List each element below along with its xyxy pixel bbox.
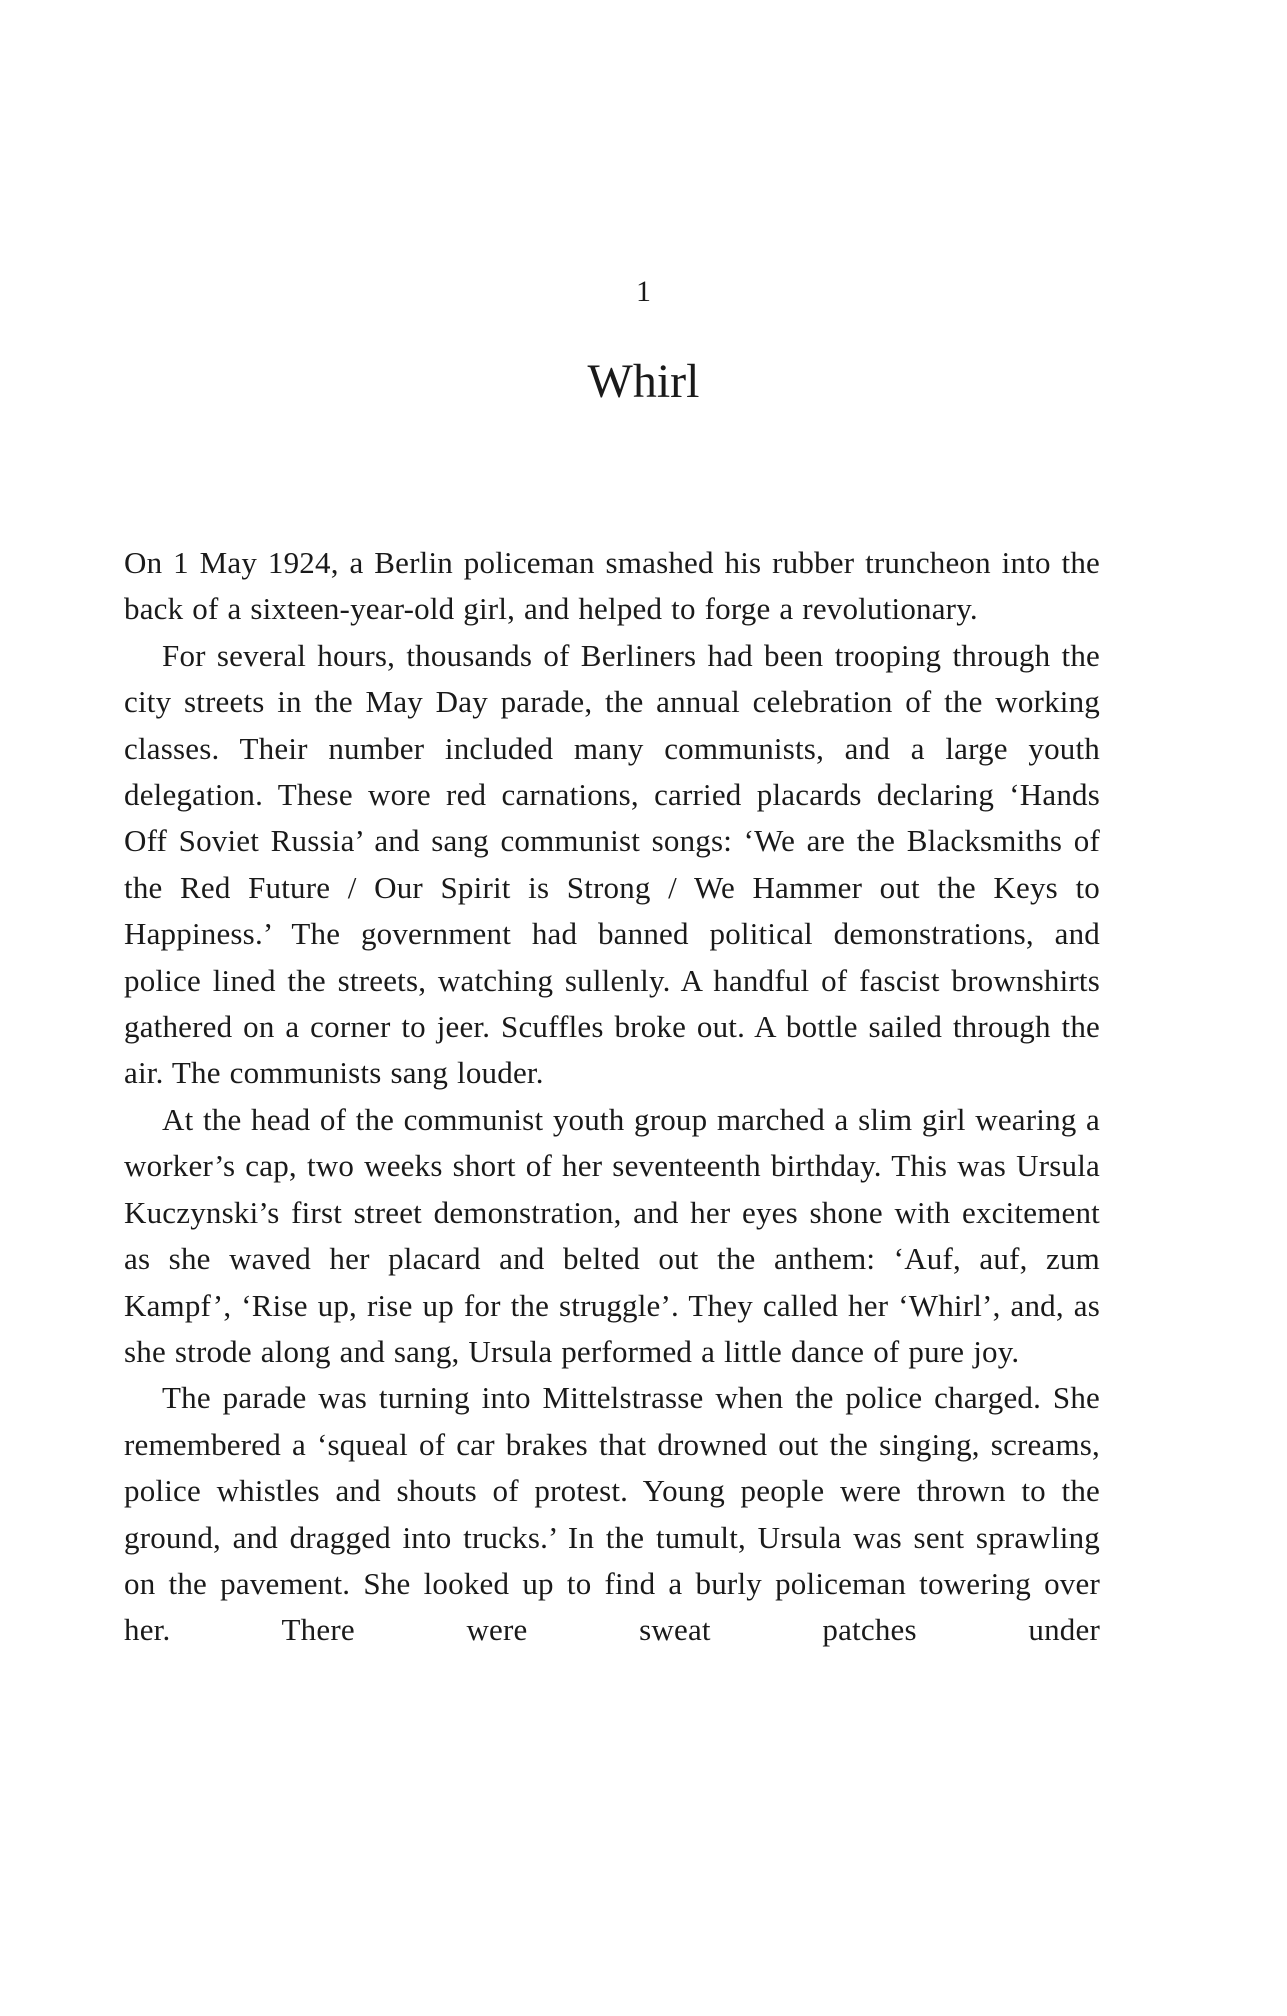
chapter-title: Whirl xyxy=(587,355,700,408)
paragraph-3: At the head of the communist youth group marched a slim girl wearing a worker’s cap, two weeks short of her seventeenth birthday. This was Ursula Kuczynski’s first street demonstration, and her eyes shone with excitement as she waved her placard and belted out the anthem: ‘Auf, auf, zum Kampf’, ‘Rise up, rise up for the struggle’. They called her ‘Whirl’, and, as she strode along and sang, Ursula performed a little dance of pure joy. xyxy=(124,1101,1100,1369)
paragraph-2: For several hours, thousands of Berliners had been trooping through the city streets in the May Day parade, the annual celebration of the working classes. Their number included many communists, and a large youth delegation. These wore red carnations, carried placards declaring ‘Hands Off Soviet Russia’ and sang communist songs: ‘We are the Blacksmiths of the Red Future / Our Spirit is Strong / We Hammer out the Keys to Happiness.’ The government had banned political demonstrations, and police lined the streets, watching sullenly. A handful of fascist brownshirts gathered on a corner to jeer. Scuffles broke out. A bottle sailed through the air. The communists sang louder. xyxy=(124,637,1100,1091)
paragraph-1: On 1 May 1924, a Berlin policeman smashed his rubber truncheon into the back of a sixteen-year-old girl, and helped to forge a revolutionary. xyxy=(124,545,1100,627)
paragraph-4: The parade was turning into Mittelstrasse when the police charged. She remembered a ‘squeal of car brakes that drowned out the singing, screams, police whistles and shouts of protest. Young people were thrown to the ground, and dragged into trucks.’ In the tumult, Ursula was sent sprawling on the pavement. She looked up to find a burly policeman towering over her. There were sweat patches under xyxy=(124,1380,1100,1648)
body-text xyxy=(124,540,1100,1654)
chapter-number: 1 xyxy=(636,275,651,308)
